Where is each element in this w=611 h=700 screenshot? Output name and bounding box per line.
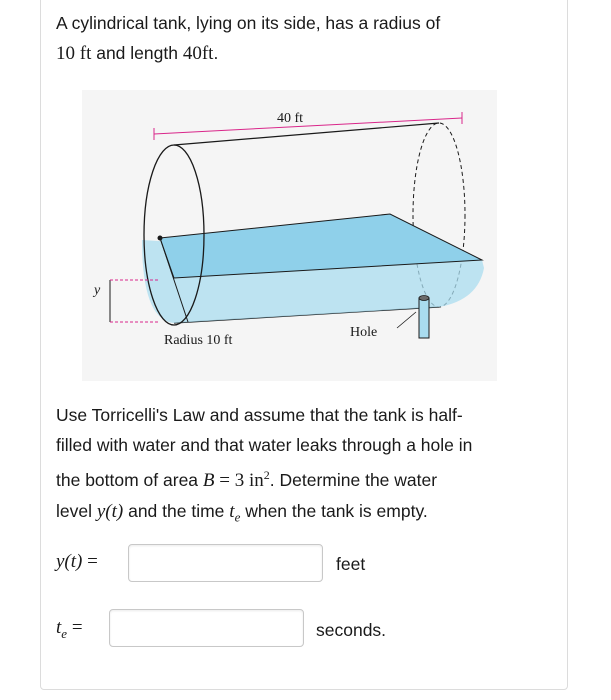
area-eq: = 3 in [214,469,264,491]
radius-value: 10 ft [56,43,92,64]
hole-label: Hole [350,325,378,340]
te-base: t [229,500,235,522]
te-answer-base: t [56,617,62,638]
te-answer-sub: e [61,625,68,641]
area-var: B [202,469,215,491]
intro-period: . [213,43,219,63]
intro-text [56,8,440,69]
area-exp: 2 [263,468,270,482]
y-answer-input[interactable] [128,544,323,582]
y-of-t: y(t) [96,500,124,522]
y-label: y [94,283,101,298]
te-answer-input[interactable] [109,609,304,647]
intro-line1: A cylindrical tank, lying on its side, has a radius of [56,13,441,33]
question-text [56,400,472,532]
question-line1: Use Torricelli's Law and assume that the tank is half- [56,405,463,425]
y-answer-label [56,551,98,573]
intro-and-length: and length [91,43,183,63]
y-answer-var: y(t) [56,551,83,572]
question-line3a: the bottom of area [56,469,203,490]
te-sub: e [234,509,241,525]
te-answer-label [56,617,83,642]
length-value: 40ft [182,43,214,64]
tank-figure [82,90,497,381]
te-answer-unit: seconds. [316,620,387,640]
radius-label: Radius 10 ft [164,333,233,348]
te-answer-eq: = [67,617,83,638]
length-label: 40 ft [276,111,304,126]
y-answer-unit: feet [336,554,366,574]
question-line2: filled with water and that water leaks through a hole in [56,435,473,455]
y-answer-eq: = [82,551,98,572]
question-line4b: and the time [123,500,230,521]
question-line4c: when the tank is empty. [240,500,428,521]
question-line4a: level [56,500,97,521]
question-line3b: . Determine the water [269,469,438,490]
